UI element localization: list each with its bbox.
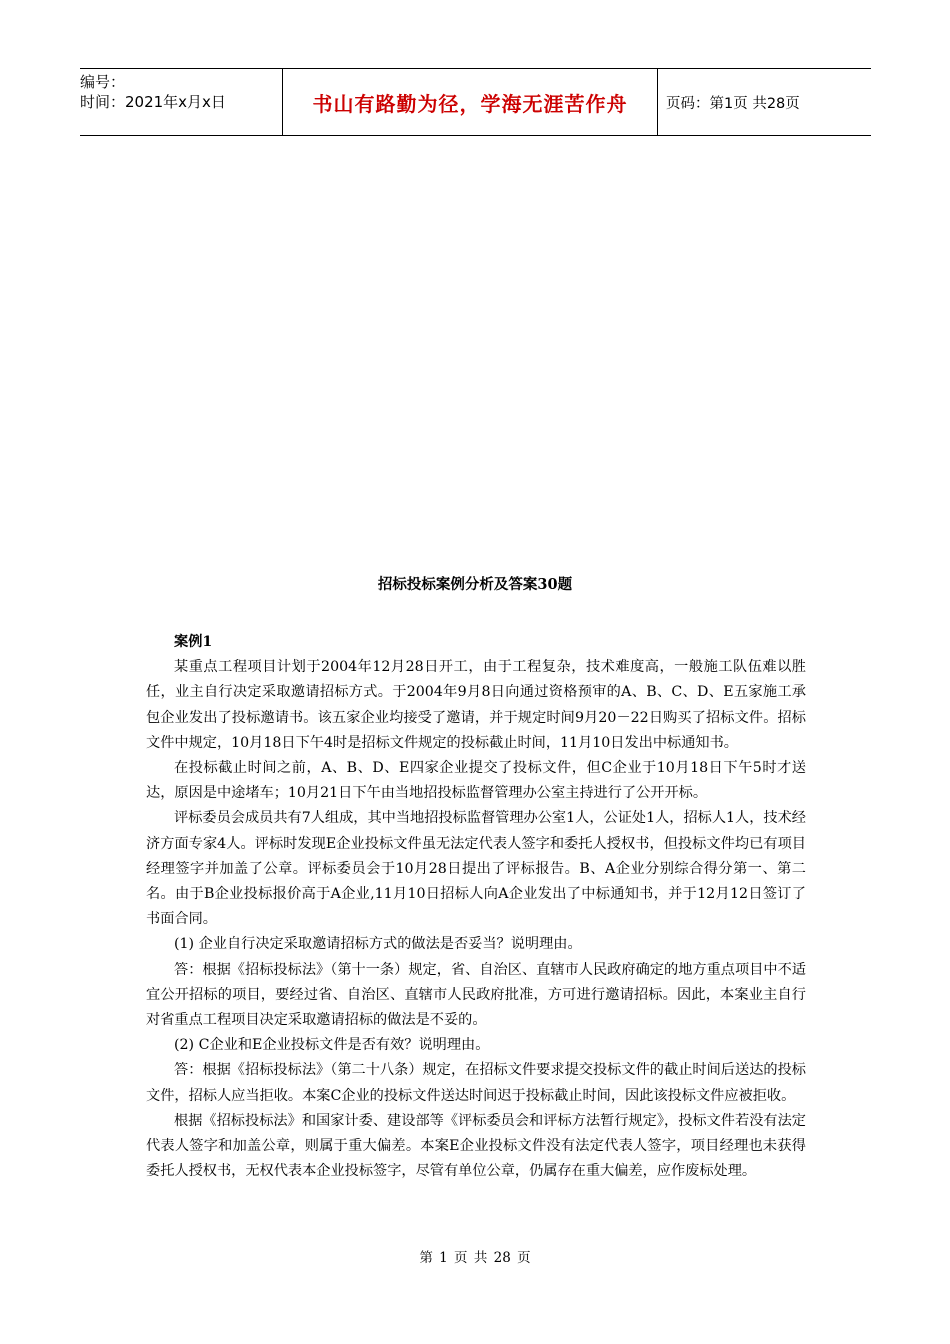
document-title: 招标投标案例分析及答案30题	[377, 576, 573, 593]
page-footer: 第 1 页 共 28 页	[419, 1250, 531, 1266]
header-motto: 书山有路勤为径，学海无涯苦作舟	[282, 69, 658, 135]
page-header	[80, 68, 871, 136]
paragraph: 在投标截止时间之前，A、B、D、E四家企业提交了投标文件，但C企业于10月18日下午5时才送达，原因是中途堵车；10月21日下午由当地招投标监督管理办公室主持进行了公开开标。	[146, 760, 806, 802]
case-heading: 案例1	[174, 634, 213, 650]
question: (2) C企业和E企业投标文件是否有效？说明理由。	[174, 1037, 490, 1054]
answer: 根据《招标投标法》和国家计委、建设部等《评标委员会和评标方法暂行规定》，投标文件若没有法定代表人签字和加盖公章，则属于重大偏差。本案E企业投标文件没有法定代表人签字，项目经理也未获得委托人授权书，无权代表本企业投标签字，尽管有单位公章，仍属存在重大偏差，应作废标处理。	[146, 1112, 806, 1180]
question: (1) 企业自行决定采取邀请招标方式的做法是否妥当？说明理由。	[174, 936, 582, 953]
number-label: 编号：	[80, 73, 126, 91]
header-meta	[80, 69, 282, 135]
answer: 答：根据《招标投标法》（第十一条）规定，省、自治区、直辖市人民政府确定的地方重点项目中不适宜公开招标的项目，要经过省、自治区、直辖市人民政府批准，方可进行邀请招标。因此，本案业主自行对省重点工程项目决定采取邀请招标的做法是不妥的。	[146, 961, 806, 1029]
paragraph: 某重点工程项目计划于2004年12月28日开工，由于工程复杂，技术难度高，一般施工队伍难以胜任，业主自行决定采取邀请招标方式。于2004年9月8日向通过资格预审的A、B、C、D、E五家施工承包企业发出了投标邀请书。该五家企业均接受了邀请，并于规定时间9月20－22日购买了招标文件。招标文件中规定，10月18日下午4时是招标文件规定的投标截止时间，11月10日发出中标通知书。	[146, 659, 806, 751]
answer: 答：根据《招标投标法》（第二十八条）规定，在招标文件要求提交投标文件的截止时间后送达的投标文件，招标人应当拒收。本案C企业的投标文件送达时间迟于投标截止时间，因此该投标文件应被拒收。	[146, 1062, 806, 1104]
document-body	[146, 630, 806, 1184]
date-label: 时间：2021年x月x日	[80, 93, 226, 111]
paragraph: 评标委员会成员共有7人组成，其中当地招投标监督管理办公室1人，公证处1人，招标人1人，技术经济方面专家4人。评标时发现E企业投标文件虽无法定代表人签字和委托人授权书，但投标文件均已有项目经理签字并加盖了公章。评标委员会于10月28日提出了评标报告。B、A企业分别综合得分第一、第二名。由于B企业投标报价高于A企业,11月10日招标人向A企业发出了中标通知书，并于12月12日签订了书面合同。	[146, 810, 806, 928]
header-page-info: 页码：第1页 共28页	[666, 95, 800, 112]
